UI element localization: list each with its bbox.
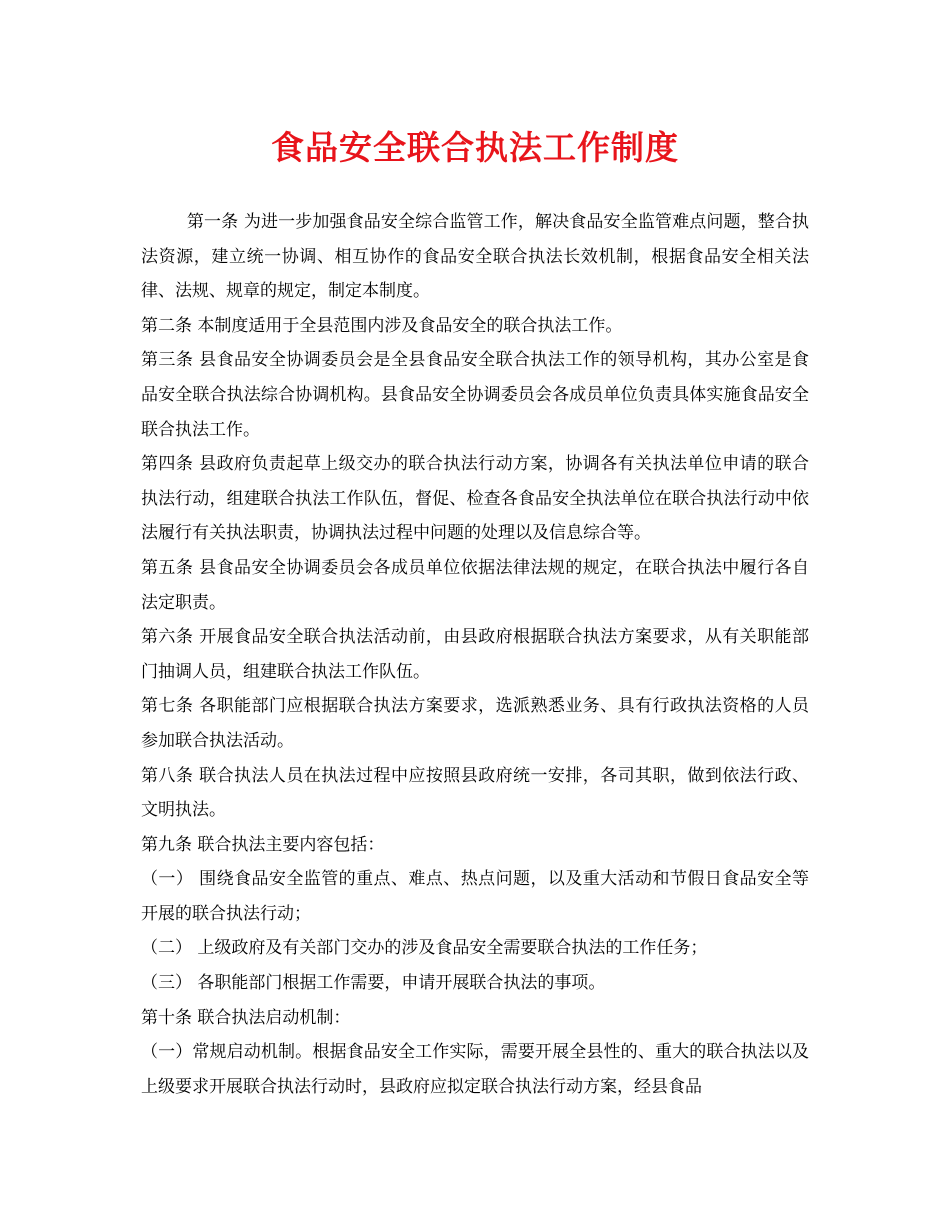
article-9-item-2: （二） 上级政府及有关部门交办的涉及食品安全需要联合执法的工作任务； — [141, 938, 708, 959]
article-5-paragraph: 第五条 县食品安全协调委员会各成员单位依据法律法规的规定，在联合执法中履行各自法定职责。 — [141, 557, 809, 613]
article-10-paragraph: 第十条 联合执法启动机制： — [141, 1007, 351, 1028]
article-4-paragraph: 第四条 县政府负责起草上级交办的联合执法行动方案，协调各有关执法单位申请的联合执法行动，组建联合执法工作队伍，督促、检查各食品安全执法单位在联合执法行动中依法履行有关执法职责，协调执法过程中问题的处理以及信息综合等。 — [141, 454, 809, 544]
document-body — [141, 205, 809, 1104]
article-9-item-3: （三） 各职能部门根据工作需要，申请开展联合执法的事项。 — [141, 973, 606, 994]
article-7-paragraph: 第七条 各职能部门应根据联合执法方案要求，选派熟悉业务、具有行政执法资格的人员参加联合执法活动。 — [141, 696, 809, 751]
article-10-item-1: （一）常规启动机制。根据食品安全工作实际，需要开展全县性的、重大的联合执法以及上级要求开展联合执法行动时，县政府应拟定联合执法行动方案，经县食品 — [141, 1042, 809, 1097]
article-2-paragraph: 第二条 本制度适用于全县范围内涉及食品安全的联合执法工作。 — [141, 315, 623, 336]
document-title: 食品安全联合执法工作制度 — [271, 128, 679, 167]
article-9-paragraph: 第九条 联合执法主要内容包括： — [141, 834, 385, 855]
article-9-item-1: （一） 围绕食品安全监管的重点、难点、热点问题，以及重大活动和节假日食品安全等开展的联合执法行动； — [141, 869, 809, 924]
article-8-paragraph: 第八条 联合执法人员在执法过程中应按照县政府统一安排，各司其职，做到依法行政、文明执法。 — [141, 765, 809, 821]
article-6-paragraph: 第六条 开展食品安全联合执法活动前，由县政府根据联合执法方案要求，从有关职能部门抽调人员，组建联合执法工作队伍。 — [141, 627, 809, 682]
article-1-paragraph: 第一条 为进一步加强食品安全综合监管工作，解决食品安全监管难点问题，整合执法资源，建立统一协调、相互协作的食品安全联合执法长效机制，根据食品安全相关法律、法规、规章的规定，制定本制度。 — [141, 212, 809, 302]
article-3-paragraph: 第三条 县食品安全协调委员会是全县食品安全联合执法工作的领导机构，其办公室是食品安全联合执法综合协调机构。县食品安全协调委员会各成员单位负责具体实施食品安全联合执法工作。 — [141, 350, 809, 440]
